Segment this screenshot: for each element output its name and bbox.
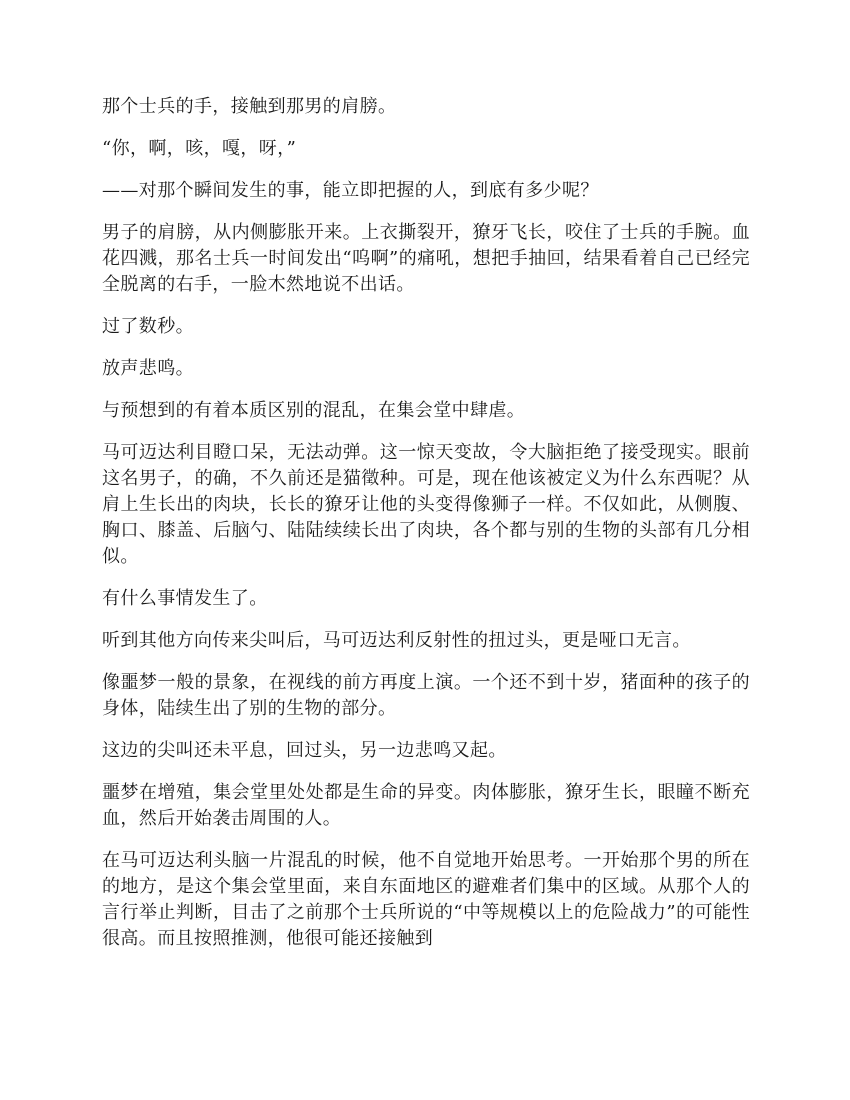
paragraph: 听到其他方向传来尖叫后，马可迈达利反射性的扭过头，更是哑口无言。 bbox=[102, 630, 691, 651]
paragraph: 这边的尖叫还未平息，回过头，另一边悲鸣又起。 bbox=[102, 740, 507, 761]
paragraph: 男子的肩膀，从内侧膨胀开来。上衣撕裂开，獠牙飞长，咬住了士兵的手腕。血花四溅，那名士兵一时间发出“呜啊”的痛吼，想把手抽回，结果看着自己已经完全脱离的右手，一脸木然地说不出话。 bbox=[102, 222, 750, 295]
paragraph: 有什么事情发生了。 bbox=[102, 588, 268, 609]
paragraph: 在马可迈达利头脑一片混乱的时候，他不自觉地开始思考。一开始那个男的所在的地方，是这个集会堂里面，来自东面地区的避难者们集中的区域。从那个人的言行举止判断，目击了之前那个士兵所说的“中等规模以上的危险战力”的可能性很高。而且按照推测，他很可能还接触到 bbox=[102, 850, 750, 949]
paragraph: 噩梦在增殖，集会堂里处处都是生命的异变。肉体膨胀，獠牙生长，眼瞳不断充血，然后开始袭击周围的人。 bbox=[102, 782, 750, 829]
paragraph: 与预想到的有着本质区别的混乱，在集会堂中肆虐。 bbox=[102, 400, 526, 421]
paragraph: 那个士兵的手，接触到那男的肩膀。 bbox=[102, 96, 397, 117]
paragraph: 像噩梦一般的景象，在视线的前方再度上演。一个还不到十岁，猪面种的孩子的身体，陆续生出了别的生物的部分。 bbox=[102, 672, 750, 719]
paragraph: ——对那个瞬间发生的事，能立即把握的人，到底有多少呢？ bbox=[102, 180, 599, 201]
document-page bbox=[102, 94, 750, 968]
paragraph: “你，啊，咳，嘎，呀，” bbox=[102, 138, 297, 159]
paragraph: 过了数秒。 bbox=[102, 316, 194, 337]
paragraph: 马可迈达利目瞪口呆，无法动弹。这一惊天变故，令大脑拒绝了接受现实。眼前这名男子，的确，不久前还是猫徵种。可是，现在他该被定义为什么东西呢？从肩上生长出的肉块，长长的獠牙让他的头变得像狮子一样。不仅如此，从侧腹、胸口、膝盖、后脑勺、陆陆续续长出了肉块，各个都与别的生物的头部有几分相似。 bbox=[102, 442, 750, 567]
paragraph: 放声悲鸣。 bbox=[102, 358, 194, 379]
